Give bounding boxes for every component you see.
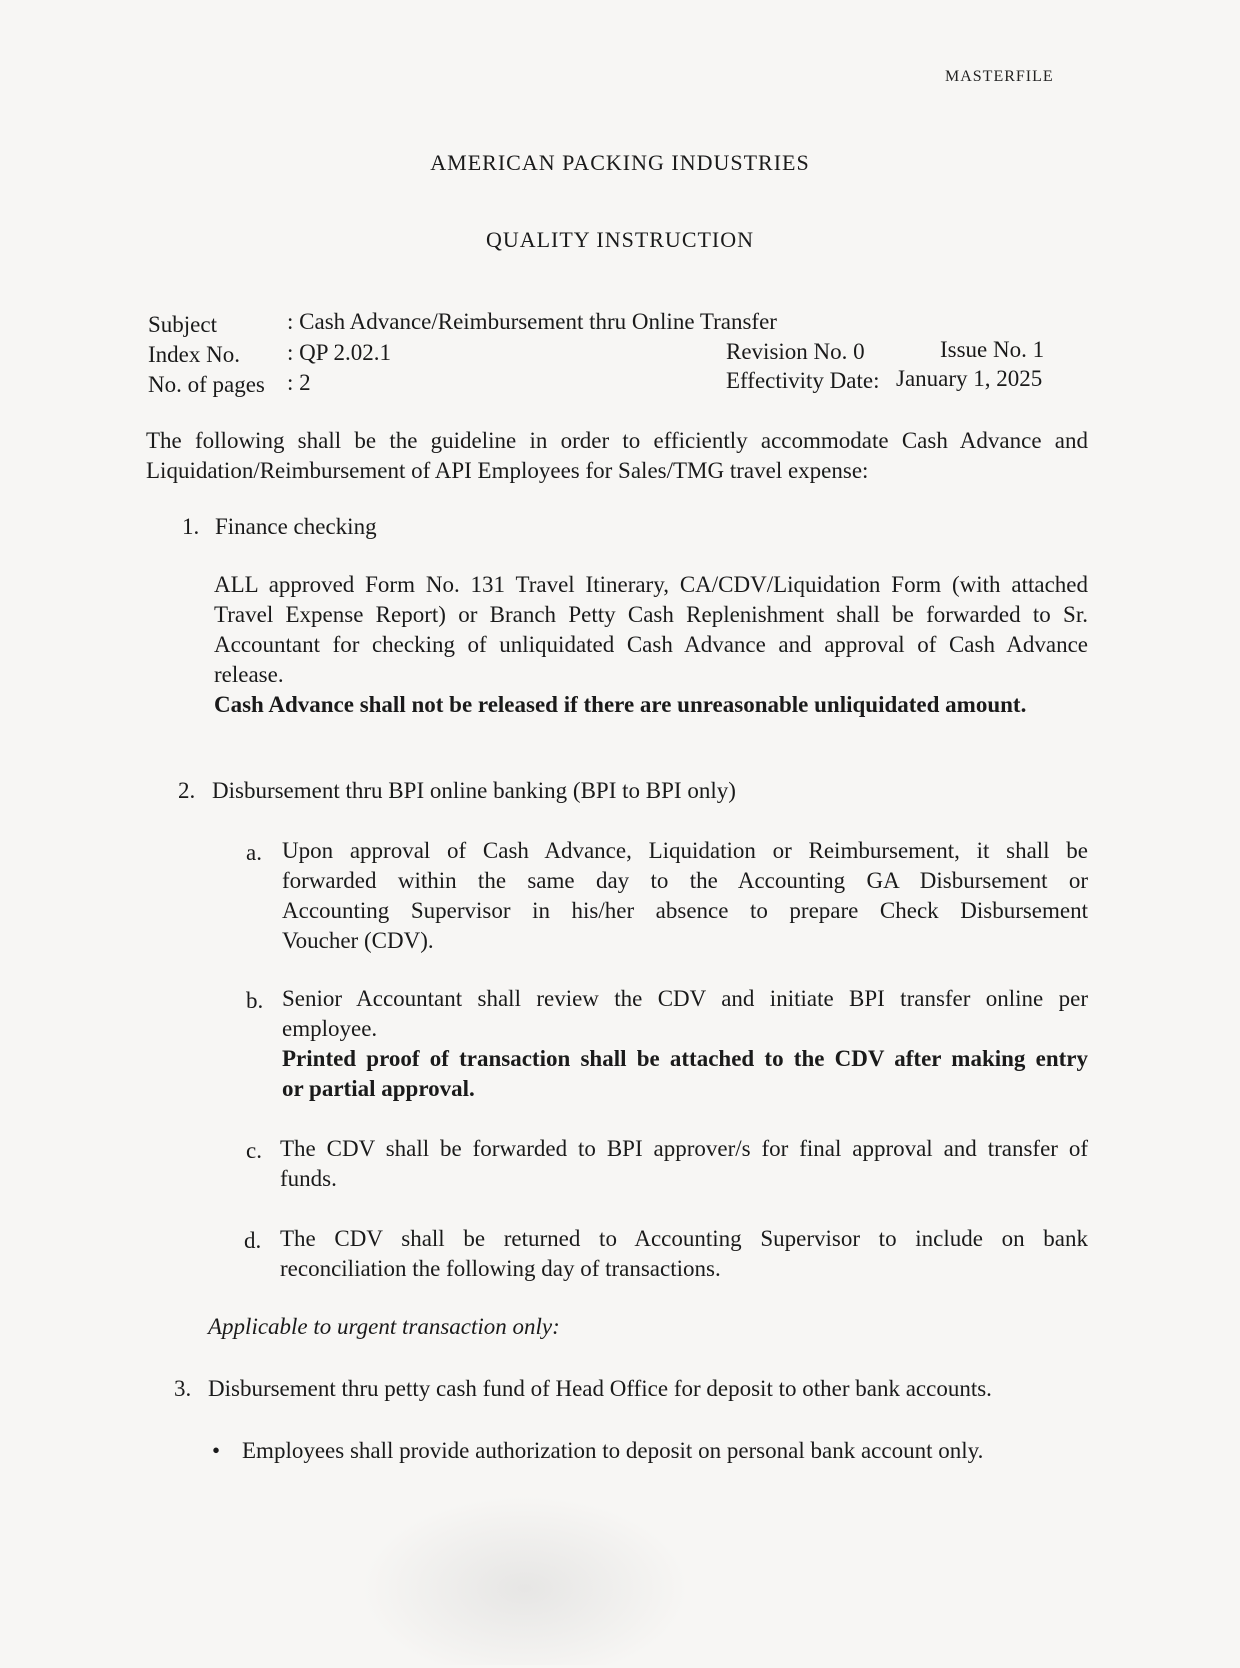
index-value: : QP 2.02.1	[287, 340, 391, 365]
item-b-letter: b.	[246, 988, 264, 1013]
masterfile-stamp: MASTERFILE	[945, 68, 1054, 85]
item-line: funds.	[280, 1166, 337, 1191]
body-line: Travel Expense Report) or Branch Petty Cash Replenishment shall be forwarded to Sr.	[214, 602, 1088, 627]
item-c-text	[280, 1134, 1088, 1194]
intro-line: The following shall be the guideline in order to efficiently accommodate Cash Advance and	[146, 428, 1088, 453]
item-line: Senior Accountant shall review the CDV and initiate BPI transfer online per	[282, 986, 1088, 1011]
item-line: employee.	[282, 1016, 378, 1041]
bullet-icon: •	[212, 1438, 221, 1463]
item-bold-line: or partial approval.	[282, 1076, 475, 1101]
section-1-bold-note: Cash Advance shall not be released if there are unreasonable unliquidated amount.	[214, 692, 1027, 717]
item-a-letter: a.	[246, 840, 262, 865]
effectivity-date: January 1, 2025	[896, 366, 1043, 391]
item-c-letter: c.	[246, 1138, 262, 1163]
item-d-letter: d.	[244, 1228, 262, 1253]
intro-paragraph	[146, 426, 1088, 486]
item-line: reconciliation the following day of transactions.	[280, 1256, 721, 1281]
index-label: Index No.	[148, 342, 240, 367]
item-line: Voucher (CDV).	[282, 928, 434, 953]
revision-number: Revision No. 0	[726, 339, 865, 364]
intro-line: Liquidation/Reimbursement of API Employees for Sales/TMG travel expense:	[146, 458, 869, 483]
urgent-note: Applicable to urgent transaction only:	[208, 1314, 560, 1339]
paper-smudge	[360, 1495, 690, 1665]
issue-number: Issue No. 1	[940, 337, 1045, 362]
pages-label: No. of pages	[148, 372, 265, 397]
item-line: Accounting Supervisor in his/her absence to prepare Check Disbursement	[282, 898, 1088, 923]
body-line: Accountant for checking of unliquidated Cash Advance and approval of Cash Advance	[214, 632, 1088, 657]
item-d-text	[280, 1224, 1088, 1284]
section-2-title: Disbursement thru BPI online banking (BPI to BPI only)	[212, 778, 736, 803]
item-bold-line: Printed proof of transaction shall be attached to the CDV after making entry	[282, 1046, 1088, 1071]
section-1-number: 1.	[182, 514, 200, 539]
effectivity-label: Effectivity Date:	[726, 368, 880, 393]
pages-value: : 2	[287, 370, 311, 395]
company-name: AMERICAN PACKING INDUSTRIES	[430, 150, 810, 175]
section-2-number: 2.	[178, 778, 196, 803]
item-line: The CDV shall be forwarded to BPI approver/s for final approval and transfer of	[280, 1136, 1088, 1161]
subject-label: Subject	[148, 312, 217, 337]
body-line: ALL approved Form No. 131 Travel Itinerary, CA/CDV/Liquidation Form (with attached	[214, 572, 1088, 597]
item-line: forwarded within the same day to the Accounting GA Disbursement or	[282, 868, 1088, 893]
section-3-number: 3.	[174, 1376, 192, 1401]
section-3-bullet-text: Employees shall provide authorization to deposit on personal bank account only.	[242, 1438, 984, 1463]
item-b-text	[282, 984, 1088, 1104]
body-line: release.	[214, 662, 284, 687]
item-line: The CDV shall be returned to Accounting Supervisor to include on bank	[280, 1226, 1088, 1251]
subject-value: : Cash Advance/Reimbursement thru Online Transfer	[287, 309, 777, 334]
section-3-title: Disbursement thru petty cash fund of Head Office for deposit to other bank accounts.	[208, 1376, 992, 1401]
section-1-title: Finance checking	[215, 514, 377, 539]
document-type: QUALITY INSTRUCTION	[485, 227, 755, 252]
item-a-text	[282, 836, 1088, 956]
section-1-body	[214, 570, 1088, 720]
item-line: Upon approval of Cash Advance, Liquidation or Reimbursement, it shall be	[282, 838, 1088, 863]
